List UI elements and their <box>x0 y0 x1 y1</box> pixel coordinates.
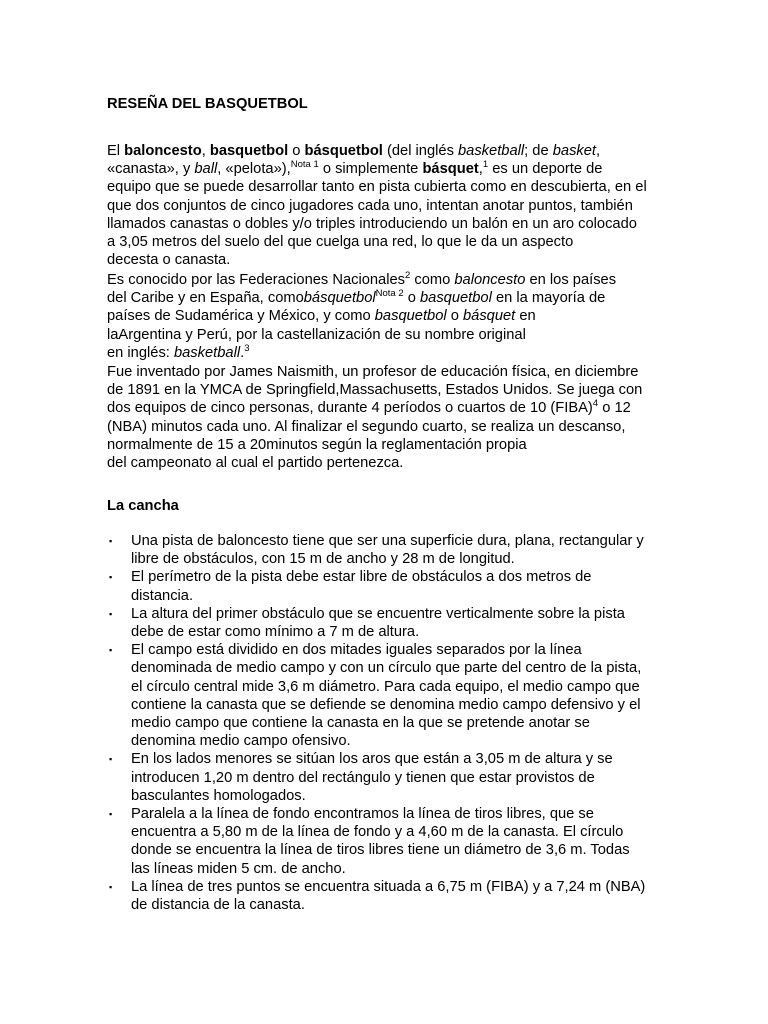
section-heading: La cancha <box>107 498 179 514</box>
bold-term: básquet <box>422 161 479 178</box>
bullet-icon: ▪ <box>109 645 113 656</box>
text-run: , <box>478 161 483 178</box>
paragraph-line: (NBA) minutos cada uno. Al finalizar el segundo cuarto, se realiza un descanso, <box>107 418 626 435</box>
footnote-ref[interactable]: Nota 2 <box>375 288 404 300</box>
paragraph-line <box>107 271 677 289</box>
bold-term: baloncesto <box>124 143 202 159</box>
text-run: «canasta», y <box>107 161 195 178</box>
paragraph-line: llamados canastas o dobles y/o triples introduciendo un balón en un aro colocado <box>107 215 637 232</box>
text-run: (del inglés <box>382 143 458 159</box>
paragraph-intro <box>107 142 677 269</box>
list-item-line: de distancia de la canasta. <box>131 897 305 914</box>
paragraph-line: que dos conjuntos de cinco jugadores cada uno, intentan anotar puntos, también <box>107 197 633 214</box>
text-run: como <box>410 272 455 288</box>
bold-term: basquetbol <box>209 143 289 159</box>
italic-term: basketball <box>173 344 241 361</box>
italic-term: ball <box>194 161 218 178</box>
text-run: o 12 <box>598 400 631 417</box>
list-item-line: introducen 1,20 m dentro del rectángulo y tienen que estar provistos de <box>131 769 595 786</box>
text-run: , «pelota»), <box>217 161 291 178</box>
text-run: o <box>446 308 463 325</box>
list-item-line: libre de obstáculos, con 15 m de ancho y 28 m de longitud. <box>131 551 515 568</box>
bullet-icon: ▪ <box>109 572 113 583</box>
list-item-line: encuentra a 5,80 m de la línea de fondo y a 4,60 m de la canasta. El círculo <box>131 824 624 841</box>
bullet-list <box>107 532 687 914</box>
text-run: ; de <box>524 143 553 159</box>
list-item <box>107 605 687 641</box>
bullet-icon: ▪ <box>109 536 113 546</box>
paragraph-names <box>107 271 677 362</box>
text-run: Es conocido por las Federaciones Nacionales <box>107 272 405 288</box>
text-run: , <box>596 143 601 159</box>
list-item <box>107 878 687 914</box>
text-run: en la mayoría de <box>491 290 606 307</box>
bullet-icon: ▪ <box>109 754 113 765</box>
list-item-line: Una pista de baloncesto tiene que ser una superficie dura, plana, rectangular y <box>131 533 644 549</box>
paragraph-line: del campeonato al cual el partido pertenezca. <box>107 455 404 472</box>
list-item-line: El perímetro de la pista debe estar libre de obstáculos a dos metros de <box>131 569 592 586</box>
footnote-ref[interactable]: 4 <box>592 398 599 410</box>
list-item-line: distancia. <box>131 587 194 604</box>
list-item <box>107 641 687 750</box>
list-item-line: medio campo que contiene la canasta en la que se pretende anotar se <box>131 715 590 732</box>
paragraph-line: de 1891 en la YMCA de Springfield,Massachusetts, Estados Unidos. Se juega con <box>107 382 643 399</box>
italic-term: basket <box>552 143 597 159</box>
bullet-icon: ▪ <box>109 881 113 892</box>
paragraph-line: normalmente de 15 a 20minutos según la reglamentación propia <box>107 436 527 453</box>
footnote-ref[interactable]: 3 <box>244 342 250 354</box>
text-run: es un deporte de <box>488 161 603 178</box>
italic-term: basketball <box>458 143 525 159</box>
list-item-line: Paralela a la línea de fondo encontramos la línea de tiros libres, que se <box>131 806 594 823</box>
paragraph-line <box>107 289 677 307</box>
text-run: o <box>288 143 305 159</box>
document-title: RESEÑA DEL BASQUETBOL <box>107 96 308 112</box>
footnote-ref[interactable]: Nota 1 <box>290 159 319 171</box>
paragraph-line: Fue inventado por James Naismith, un profesor de educación física, en diciembre <box>107 364 639 380</box>
paragraph-line: equipo que se puede desarrollar tanto en pista cubierta como en descubierta, en el <box>107 179 647 196</box>
bullet-icon: ▪ <box>109 608 113 619</box>
list-item-line: las líneas miden 5 cm. de ancho. <box>131 860 346 877</box>
footnote-ref[interactable]: 2 <box>405 270 411 281</box>
paragraph-line <box>107 399 677 417</box>
text-run: países de Sudamérica y México, y como <box>107 308 375 325</box>
list-item-line: el círculo central mide 3,6 m diámetro. Para cada equipo, el medio campo que <box>131 678 640 695</box>
paragraph-line <box>107 142 677 160</box>
paragraph-line <box>107 344 677 362</box>
list-item-line: basculantes homologados. <box>131 787 306 804</box>
footnote-ref[interactable]: 1 <box>482 159 489 171</box>
paragraph-line <box>107 160 677 178</box>
list-item-line: donde se encuentra la línea de tiros libres tiene un diámetro de 3,6 m. Todas <box>131 842 630 859</box>
list-item-line: denominada de medio campo y con un círculo que parte del centro de la pista, <box>131 660 642 677</box>
bullet-icon: ▪ <box>109 809 113 820</box>
list-item <box>107 532 687 568</box>
list-item-line: debe de estar como mínimo a 7 m de altura. <box>131 624 420 641</box>
list-item-line: En los lados menores se sitúan los aros que están a 3,05 m de altura y se <box>131 751 613 768</box>
text-run: . <box>240 344 245 361</box>
italic-term: basquetbol <box>374 308 447 325</box>
list-item-line: El campo está dividido en dos mitades iguales separados por la línea <box>131 642 582 659</box>
text-run: en <box>515 308 536 325</box>
italic-term: basquetbol <box>419 290 492 307</box>
list-item <box>107 750 687 805</box>
paragraph-line: decesta o canasta. <box>107 252 231 269</box>
text-run: en los países <box>525 272 617 288</box>
text-run: del Caribe y en España, como <box>107 290 304 307</box>
paragraph-line: a 3,05 metros del suelo del que cuelga una red, lo que le da un aspecto <box>107 234 574 251</box>
list-item-line: La línea de tres puntos se encuentra situada a 6,75 m (FIBA) y a 7,24 m (NBA) <box>131 878 646 895</box>
paragraph-history <box>107 363 677 472</box>
italic-term: básquet <box>462 308 516 325</box>
list-item-line: La altura del primer obstáculo que se encuentre verticalmente sobre la pista <box>131 605 625 622</box>
paragraph-line <box>107 307 677 325</box>
text-run: dos equipos de cinco personas, durante 4 períodos o cuartos de 10 (FIBA) <box>107 400 593 417</box>
text-run: o simplemente <box>318 161 423 178</box>
italic-term: baloncesto <box>454 272 526 288</box>
text-run: El <box>107 143 125 159</box>
text-run: en inglés: <box>107 344 174 361</box>
list-item <box>107 568 687 604</box>
list-item-line: contiene la canasta que se defiende se denomina medio campo defensivo y el <box>131 696 641 713</box>
list-item-line: denomina medio campo ofensivo. <box>131 733 351 750</box>
bold-term: básquetbol <box>304 143 383 159</box>
list-item <box>107 805 687 878</box>
paragraph-line: laArgentina y Perú, por la castellanización de su nombre original <box>107 326 526 343</box>
text-run: , <box>201 143 210 159</box>
italic-term: básquetbol <box>303 290 376 307</box>
text-run: o <box>403 290 420 307</box>
